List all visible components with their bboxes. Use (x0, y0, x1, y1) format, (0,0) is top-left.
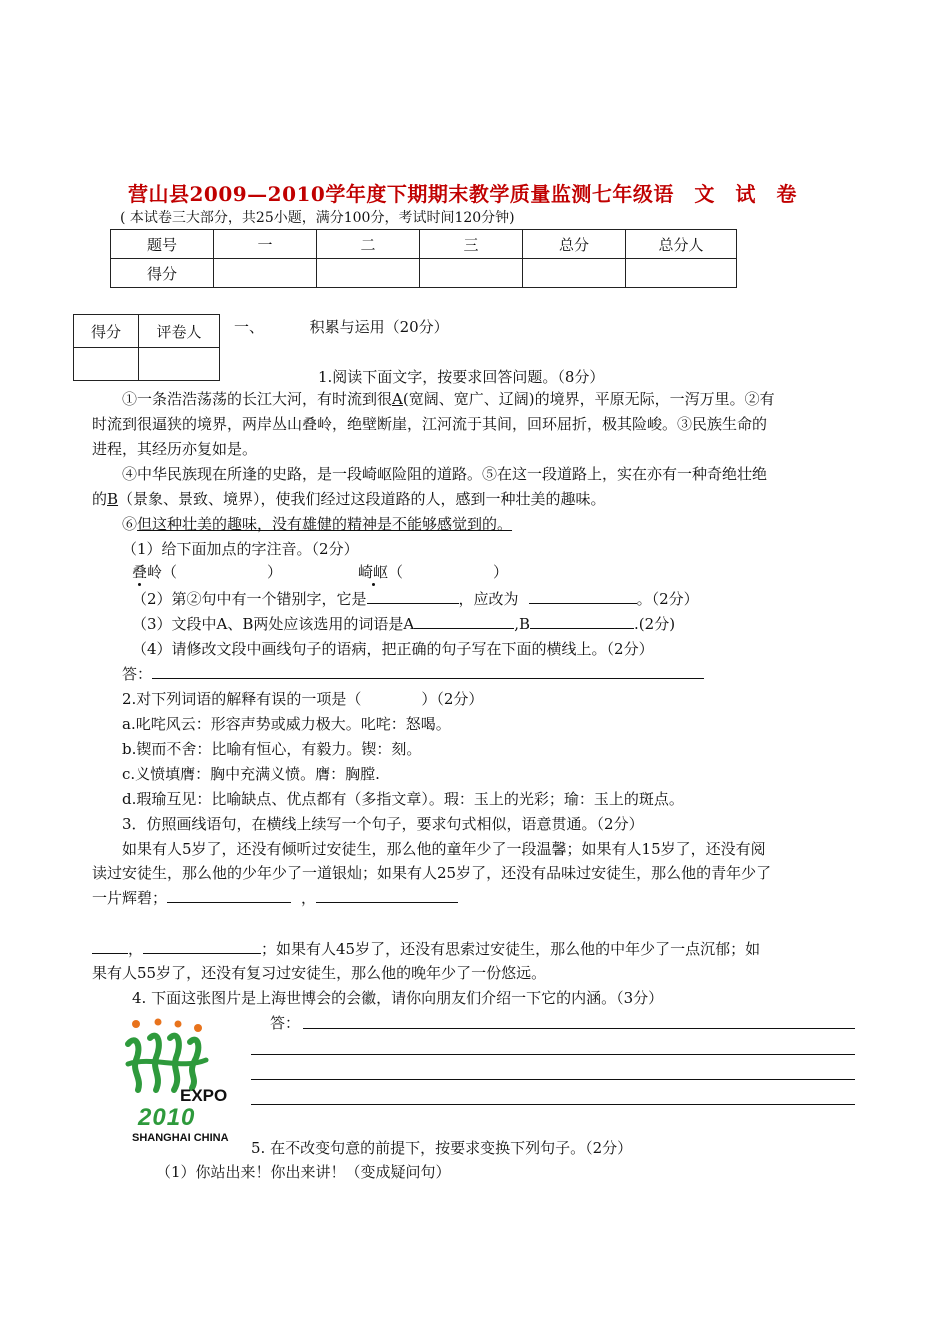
q1-sub4: （4）请修改文段中画线句子的语病，把正确的句子写在下面的横线上。（2分） (132, 640, 654, 658)
score-table-header: 一 (214, 230, 317, 259)
answer-blank[interactable] (167, 886, 291, 903)
mark-b: B (107, 490, 119, 508)
score-table-score-row (111, 259, 737, 288)
answer-blank[interactable] (316, 886, 458, 903)
q3-text-line: ， ；如果有人45岁了，还没有思索过安徒生，那么他的中年少了一点沉郁；如 (92, 937, 760, 962)
q1-passage-line: 进程，其经历亦复如是。 (92, 440, 258, 458)
grader-name-cell[interactable] (139, 348, 220, 381)
grader-name-label: 评卷人 (139, 315, 220, 348)
q2-option: c.义愤填膺：胸中充满义愤。膺：胸膛. (122, 765, 380, 783)
answer-blank[interactable] (367, 587, 459, 604)
logo-expo-text: EXPO (180, 1086, 228, 1105)
score-table-header: 二 (317, 230, 420, 259)
q2-option: b.锲而不舍：比喻有恒心，有毅力。锲：刻。 (122, 740, 422, 758)
expo-2010-logo (122, 1016, 242, 1146)
answer-blank[interactable] (414, 612, 514, 629)
q1-sub2: （2）第②句中有一个错别字，它是 ，应改为 。（2分） (132, 587, 699, 612)
q1-sub3: （3）文段中A、B两处应该选用的词语是A ,B .(2分) (132, 612, 675, 637)
grader-score-label: 得分 (74, 315, 139, 348)
answer-line[interactable] (251, 1054, 855, 1055)
q1-answer-line: 答： (122, 662, 704, 687)
grader-score-cell[interactable] (74, 348, 139, 381)
score-cell[interactable] (214, 259, 317, 288)
score-row-label: 得分 (111, 259, 214, 288)
exam-subtitle: ( 本试卷三大部分，共25小题，满分100分，考试时间120分钟) (120, 210, 515, 226)
q3-text-line: 读过安徒生，那么他的少年少了一道银灿；如果有人25岁了，还没有品味过安徒生，那么他的青年少了 (92, 864, 772, 882)
q4-answer-label: 答： (270, 1014, 301, 1032)
score-table (110, 229, 737, 288)
answer-blank[interactable] (529, 587, 637, 604)
score-cell[interactable] (523, 259, 626, 288)
q1-passage-line: ④中华民族现在所逢的史路，是一段崎岖险阻的道路。⑤在这一段道路上，实在亦有一种奇绝壮绝 (122, 465, 768, 483)
score-table-header: 总分人 (626, 230, 737, 259)
score-cell[interactable] (626, 259, 737, 288)
score-table-header: 题号 (111, 230, 214, 259)
score-cell[interactable] (420, 259, 523, 288)
answer-blank[interactable] (92, 937, 128, 954)
q2-option: a.叱咤风云：形容声势或威力极大。叱咤：怒喝。 (122, 715, 451, 733)
q1-sub1: （1）给下面加点的字注音。（2分） (122, 540, 359, 558)
section1-number: 一、 (234, 318, 265, 336)
answer-blank[interactable] (152, 662, 704, 679)
score-cell[interactable] (317, 259, 420, 288)
q1-passage-line: 时流到很逼狭的境界，两岸丛山叠岭，绝壁断崖，江河流于其间，回环屈折，极其险峻。③民族生命的 (92, 415, 768, 433)
answer-blank[interactable] (530, 612, 634, 629)
answer-line[interactable] (251, 1079, 855, 1080)
q5-stem: 5. 在不改变句意的前提下，按要求变换下列句子。（2分） (251, 1139, 633, 1157)
q3-text-line: 一片辉碧； ， (92, 886, 458, 911)
q1-sub1-word2: 崎岖（ ） (358, 563, 509, 581)
q5-sub1: （1）你站出来！你出来讲！（变成疑问句） (156, 1163, 451, 1181)
score-table-header-row (111, 230, 737, 259)
q1-stem: 1.阅读下面文字，按要求回答问题。（8分） (318, 368, 605, 386)
flawed-sentence: 但这种壮美的趣味，没有雄健的精神是不能够感觉到的。 (137, 515, 513, 533)
logo-year-text: 2010 (138, 1104, 196, 1131)
q3-text-line: 如果有人5岁了，还没有倾听过安徒生，那么他的童年少了一段温馨；如果有人15岁了，还没有阅 (122, 840, 766, 858)
section1-title: 积累与运用（20分） (309, 318, 449, 336)
q1-passage-line: ①一条浩浩荡荡的长江大河，有时流到很A(宽阔、宽广、辽阔)的境界，平原无际，一泻万里。②有 (122, 390, 775, 408)
q2-option: d.瑕瑜互见：比喻缺点、优点都有（多指文章）。瑕：玉上的光彩；瑜：玉上的斑点。 (122, 790, 684, 808)
answer-line[interactable] (251, 1104, 855, 1105)
logo-city-text: SHANGHAI CHINA (132, 1132, 229, 1144)
score-table-header: 三 (420, 230, 523, 259)
mark-a: A (392, 390, 403, 408)
q4-stem: 4. 下面这张图片是上海世博会的会徽，请你向朋友们介绍一下它的内涵。（3分） (132, 989, 664, 1007)
q2-stem: 2.对下列词语的解释有误的一项是（ ）（2分） (122, 690, 484, 708)
q1-passage-line: 的B（景象、景致、境界），使我们经过这段道路的人，感到一种壮美的趣味。 (92, 490, 606, 508)
q1-sub1-word1: 叠岭（ ） (132, 563, 283, 581)
exam-title: 营山县2009—2010学年度下期期末教学质量监测七年级语 文 试 卷 (128, 182, 797, 206)
grader-box (73, 314, 220, 381)
section1-heading (234, 316, 449, 337)
q3-text-line: 果有人55岁了，还没有复习过安徒生，那么他的晚年少了一份悠远。 (92, 964, 547, 982)
q1-passage-line: ⑥但这种壮美的趣味，没有雄健的精神是不能够感觉到的。 (122, 515, 513, 533)
q3-stem: 3．仿照画线语句，在横线上续写一个句子，要求句式相似，语意贯通。（2分） (122, 815, 644, 833)
answer-line[interactable] (303, 1028, 855, 1029)
answer-blank[interactable] (143, 937, 261, 954)
score-table-header: 总分 (523, 230, 626, 259)
